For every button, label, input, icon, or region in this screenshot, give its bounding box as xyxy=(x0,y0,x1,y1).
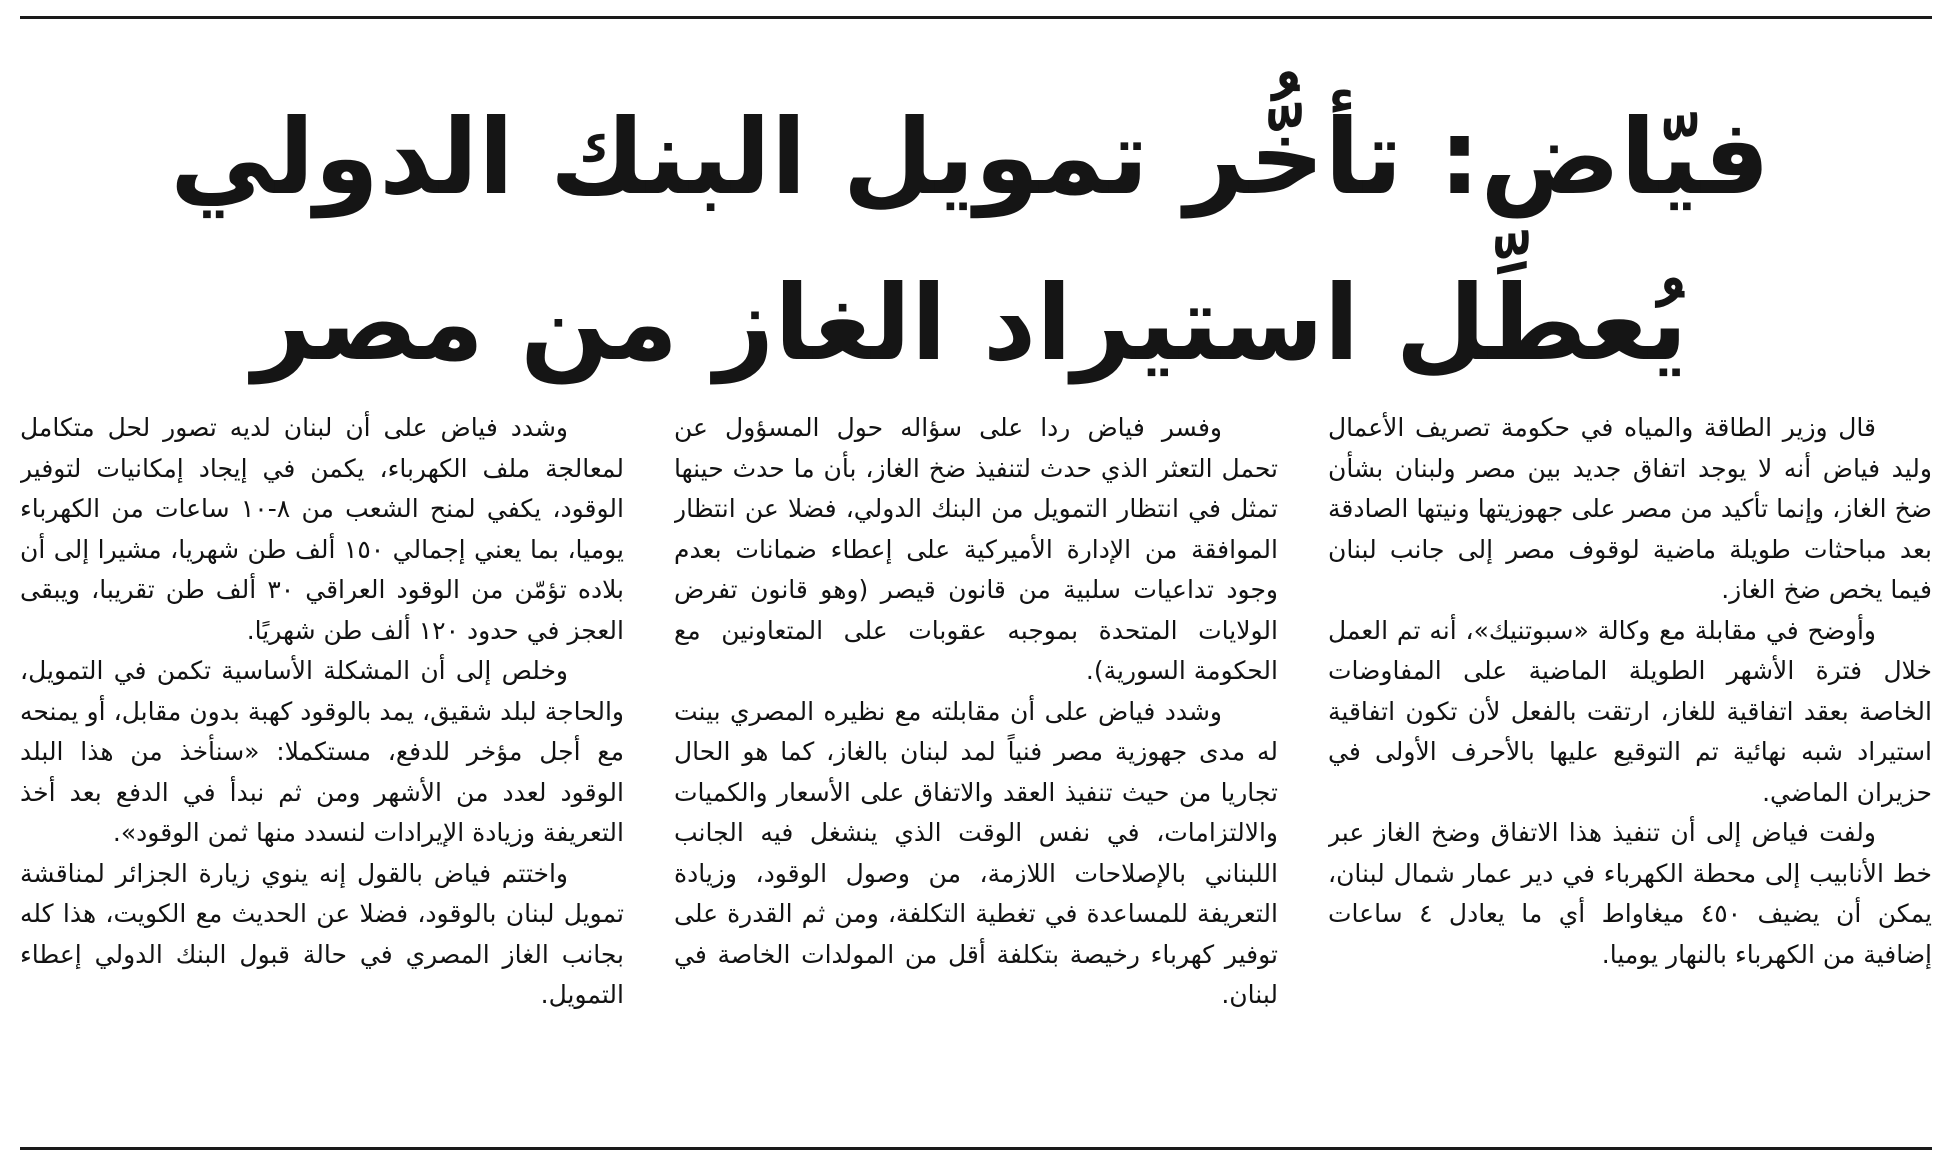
paragraph: قال وزير الطاقة والمياه في حكومة تصريف الأعمال وليد فياض أنه لا يوجد اتفاق جديد بين مصر ولبنان بشأن ضخ الغاز، وإنما تأكيد من مصر على جهوزيتها ونيتها الصادقة بعد مباحثات طويلة ماضية لوقوف مصر إلى جانب لبنان فيما يخص ضخ الغاز. xyxy=(1328,413,1932,604)
bottom-rule xyxy=(20,1147,1932,1150)
top-rule xyxy=(20,16,1932,19)
paragraph: وخلص إلى أن المشكلة الأساسية تكمن في التمويل، والحاجة لبلد شقيق، يمد بالوقود كهبة بدون مقابل، أو يمنحه مع أجل مؤخر للدفع، مستكملا: «سنأخذ من هذا البلد الوقود لعدد من الأشهر ومن ثم نبدأ في الدفع بعد أخذ التعريفة وزيادة الإيرادات لنسدد منها ثمن الوقود». xyxy=(20,656,624,847)
column-left xyxy=(20,408,624,1123)
headline-line-2: يُعطِّل استيراد الغاز من مصر xyxy=(252,262,1688,384)
paragraph: ولفت فياض إلى أن تنفيذ هذا الاتفاق وضخ الغاز عبر خط الأنابيب إلى محطة الكهرباء في دير عمار شمال لبنان، يمكن أن يضيف ٤٥٠ ميغاواط أي ما يعادل ٤ ساعات إضافية من الكهرباء بالنهار يوميا. xyxy=(1328,818,1932,969)
column-middle xyxy=(674,408,1278,1123)
paragraph: وأوضح في مقابلة مع وكالة «سبوتنيك»، أنه تم العمل خلال فترة الأشهر الطويلة الماضية على المفاوضات الخاصة بعقد اتفاقية للغاز، ارتقت بالفعل لأن تكون اتفاقية استيراد شبه نهائية تم التوقيع عليها بالأحرف الأولى في حزيران الماضي. xyxy=(1328,615,1932,807)
paragraph: وفسر فياض ردا على سؤاله حول المسؤول عن تحمل التعثر الذي حدث لتنفيذ ضخ الغاز، بأن ما حدث حينها تمثل في انتظار التمويل من البنك الدولي، فضلا عن انتظار الموافقة من الإدارة الأميركية على إعطاء ضمانات بعدم وجود تداعيات سلبية من قانون قيصر (وهو قانون تفرض الولايات المتحدة بموجبه عقوبات على المتعاونين مع الحكومة السورية). xyxy=(674,413,1278,685)
paragraph: وشدد فياض على أن مقابلته مع نظيره المصري بينت له مدى جهوزية مصر فنياً لمد لبنان بالغاز، كما هو الحال تجاريا من حيث تنفيذ العقد والاتفاق على الأسعار والكميات والالتزامات، في نفس الوقت الذي ينشغل فيه الجانب اللبناني بالإصلاحات اللازمة، من وصول الوقود، وزيادة التعريفة للمساعدة في تغطية التكلفة، ومن ثم القدرة على توفير كهرباء رخيصة بتكلفة أقل من المولدات الخاصة في لبنان. xyxy=(674,696,1278,1009)
paragraph: واختتم فياض بالقول إنه ينوي زيارة الجزائر لمناقشة تمويل لبنان بالوقود، فضلا عن الحديث مع الكويت، هذا كله بجانب الغاز المصري في حالة قبول البنك الدولي إعطاء التمويل. xyxy=(20,858,624,1009)
column-right xyxy=(1328,408,1932,1123)
headline-line-1: فيّاض: تأخُّر تمويل البنك الدولي xyxy=(170,96,1770,218)
paragraph: وشدد فياض على أن لبنان لديه تصور لحل متكامل لمعالجة ملف الكهرباء، يكمن في إيجاد إمكانيات لتوفير الوقود، يكفي لمنح الشعب من ٨-١٠ ساعات من الكهرباء يوميا، بما يعني إجمالي ١٥٠ ألف طن شهريا، مشيرا إلى أن بلاده تؤمّن من الوقود العراقي ٣٠ ألف طن تقريبا، ويبقى العجز في حدود ١٢٠ ألف طن شهريًا. xyxy=(20,413,624,645)
article-columns xyxy=(20,408,1932,1123)
